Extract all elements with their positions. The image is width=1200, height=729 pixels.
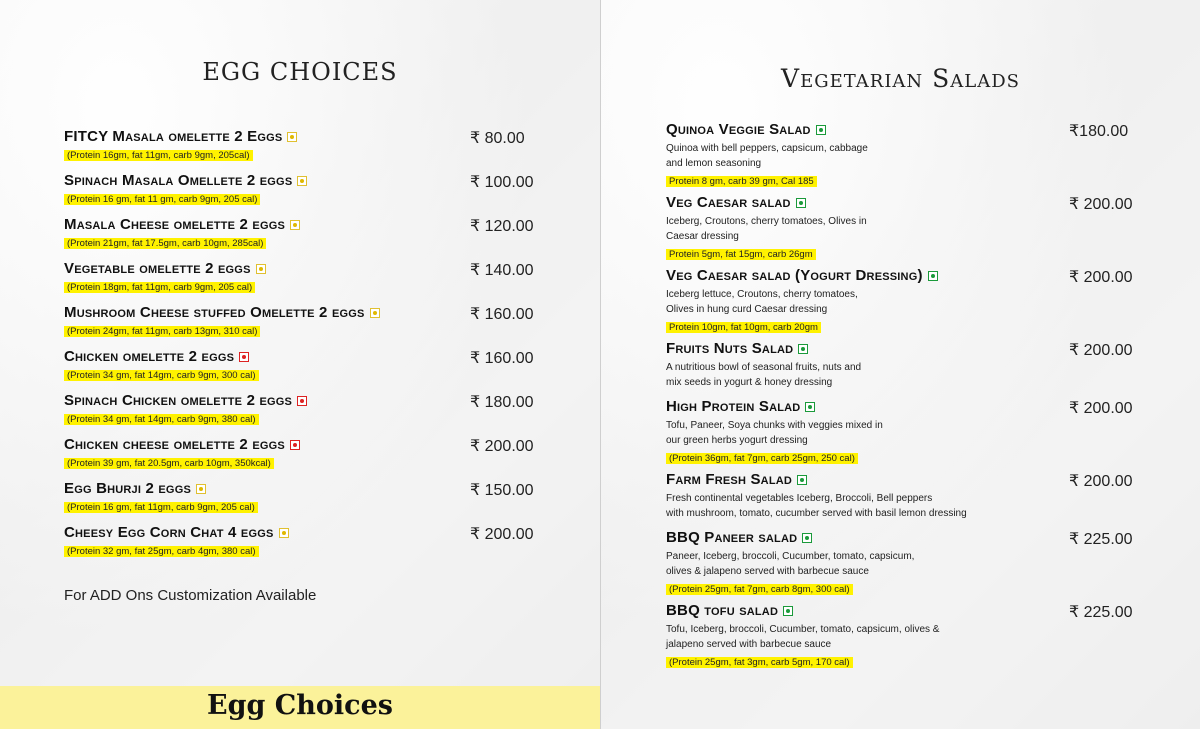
salad-description — [666, 360, 861, 390]
salad-description — [666, 287, 938, 317]
menu-item-name — [64, 260, 266, 277]
menu-item-name — [64, 304, 380, 321]
menu-item-name — [64, 348, 259, 365]
salad-item-name-text: Fruits Nuts Salad — [666, 340, 794, 357]
salad-description-line: and lemon seasoning — [666, 158, 762, 169]
menu-item — [64, 216, 300, 251]
veg-mark-icon — [802, 533, 812, 543]
egg-mark-icon — [370, 308, 380, 318]
menu-item-name-text: Chicken cheese omelette 2 eggs — [64, 436, 285, 453]
vegetarian-salads-page — [600, 0, 1200, 729]
nutrition-info: (Protein 18gm, fat 11gm, carb 9gm, 205 cal) — [64, 282, 255, 293]
nutrition-info: (Protein 25gm, fat 3gm, carb 5gm, 170 cal) — [666, 657, 853, 668]
menu-item-price: ₹ 150.00 — [470, 482, 534, 499]
nutrition-info: (Protein 32 gm, fat 25gm, carb 4gm, 380 cal) — [64, 546, 259, 557]
menu-item-price: ₹ 80.00 — [470, 130, 525, 147]
salad-item-name-text: BBQ tofu salad — [666, 602, 779, 619]
menu-item — [64, 392, 307, 427]
salad-item — [666, 121, 868, 189]
nutrition-info: Protein 8 gm, carb 39 gm, Cal 185 — [666, 176, 817, 187]
nutrition-info: (Protein 16 gm, fat 11 gm, carb 9gm, 205 cal) — [64, 194, 260, 205]
salad-item-name-text: Veg Caesar salad (Yogurt Dressing) — [666, 267, 923, 284]
salad-description-line: Tofu, Paneer, Soya chunks with veggies mixed in — [666, 420, 883, 431]
menu-item-price: ₹ 120.00 — [470, 218, 534, 235]
menu-item-name — [64, 216, 300, 233]
nutrition-info: (Protein 16 gm, fat 11gm, carb 9gm, 205 cal) — [64, 502, 258, 513]
menu-item-name — [64, 436, 300, 453]
menu-item-name-text: Spinach Masala Omellete 2 eggs — [64, 172, 293, 189]
nutrition-info: Protein 10gm, fat 10gm, carb 20gm — [666, 322, 821, 333]
menu-item-name-text: Chicken omelette 2 eggs — [64, 348, 235, 365]
nutrition-info: (Protein 25gm, fat 7gm, carb 8gm, 300 cal) — [666, 584, 853, 595]
salad-item-price: ₹180.00 — [1069, 123, 1129, 140]
salad-item-name — [666, 602, 939, 619]
egg-mark-icon — [279, 528, 289, 538]
salad-item — [666, 471, 967, 521]
egg-mark-icon — [196, 484, 206, 494]
salad-item — [666, 529, 914, 597]
menu-item-price: ₹ 200.00 — [470, 526, 534, 543]
egg-mark-icon — [290, 220, 300, 230]
addons-note: For ADD Ons Customization Available — [64, 587, 317, 604]
menu-item-name-text: Spinach Chicken omelette 2 eggs — [64, 392, 293, 409]
non-veg-mark-icon — [239, 352, 249, 362]
salad-item-name — [666, 267, 938, 284]
menu-item-price: ₹ 160.00 — [470, 350, 534, 367]
veg-mark-icon — [928, 271, 938, 281]
menu-item-name-text: Masala Cheese omelette 2 eggs — [64, 216, 285, 233]
nutrition-info: (Protein 34 gm, fat 14gm, carb 9gm, 300 cal) — [64, 370, 259, 381]
menu-item-price: ₹ 100.00 — [470, 174, 534, 191]
nutrition-info: (Protein 34 gm, fat 14gm, carb 9gm, 380 cal) — [64, 414, 259, 425]
salad-description-line: mix seeds in yogurt & honey dressing — [666, 377, 833, 388]
menu-item — [64, 436, 300, 471]
veg-mark-icon — [805, 402, 815, 412]
salad-item-price: ₹ 200.00 — [1069, 400, 1133, 417]
salad-item-name — [666, 398, 883, 415]
menu-item-name-text: Egg Bhurji 2 eggs — [64, 480, 191, 497]
salad-description — [666, 214, 867, 244]
menu-item-name — [64, 172, 307, 189]
salad-item-name-text: Quinoa Veggie Salad — [666, 121, 811, 138]
menu-item — [64, 128, 297, 163]
menu-item — [64, 304, 380, 339]
salad-item-price: ₹ 225.00 — [1069, 604, 1133, 621]
salad-item-price: ₹ 200.00 — [1069, 473, 1133, 490]
salad-item-name — [666, 121, 868, 138]
nutrition-info: (Protein 39 gm, fat 20.5gm, carb 10gm, 350kcal) — [64, 458, 274, 469]
salad-description-line: Quinoa with bell peppers, capsicum, cabbage — [666, 143, 868, 154]
salad-item-name-text: Farm Fresh Salad — [666, 471, 793, 488]
menu-item-name — [64, 128, 297, 145]
salad-item-price: ₹ 200.00 — [1069, 269, 1133, 286]
menu-item-price: ₹ 140.00 — [470, 262, 534, 279]
nutrition-info: (Protein 24gm, fat 11gm, carb 13gm, 310 cal) — [64, 326, 260, 337]
salad-description-line: our green herbs yogurt dressing — [666, 435, 808, 446]
menu-item-name-text: Cheesy Egg Corn Chat 4 eggs — [64, 524, 274, 541]
salad-description-line: Iceberg lettuce, Croutons, cherry tomatoes, — [666, 289, 858, 300]
salad-description-line: Caesar dressing — [666, 231, 739, 242]
salad-description — [666, 418, 883, 448]
veg-mark-icon — [816, 125, 826, 135]
salad-description — [666, 491, 967, 521]
salad-item — [666, 340, 861, 390]
menu-item-price: ₹ 160.00 — [470, 306, 534, 323]
menu-item-name — [64, 480, 258, 497]
salad-description — [666, 549, 914, 579]
salad-item-price: ₹ 200.00 — [1069, 342, 1133, 359]
menu-item — [64, 524, 289, 559]
salad-description — [666, 141, 868, 171]
non-veg-mark-icon — [290, 440, 300, 450]
salad-item-name — [666, 529, 914, 546]
salad-item — [666, 194, 867, 262]
veg-mark-icon — [796, 198, 806, 208]
salad-item-name-text: High Protein Salad — [666, 398, 801, 415]
menu-item-name — [64, 524, 289, 541]
menu-item-name-text: Mushroom Cheese stuffed Omelette 2 eggs — [64, 304, 365, 321]
salad-item-name-text: Veg Caesar salad — [666, 194, 791, 211]
vegetarian-salads-heading: Vegetarian Salads — [781, 64, 1020, 93]
egg-mark-icon — [297, 176, 307, 186]
salad-item-name — [666, 194, 867, 211]
salad-description — [666, 622, 939, 652]
salad-item — [666, 267, 938, 335]
non-veg-mark-icon — [297, 396, 307, 406]
salad-item-price: ₹ 200.00 — [1069, 196, 1133, 213]
salad-item-name-text: BBQ Paneer salad — [666, 529, 798, 546]
salad-description-line: olives & jalapeno served with barbecue sauce — [666, 566, 869, 577]
salad-description-line: Paneer, Iceberg, broccoli, Cucumber, tomato, capsicum, — [666, 551, 915, 562]
menu-item — [64, 172, 307, 207]
nutrition-info: (Protein 36gm, fat 7gm, carb 25gm, 250 cal) — [666, 453, 858, 464]
menu-item-name-text: FITCY Masala omelette 2 Eggs — [64, 128, 283, 145]
egg-choices-footer-banner: Egg Choices — [0, 686, 600, 729]
egg-mark-icon — [287, 132, 297, 142]
salad-description-line: Olives in hung curd Caesar dressing — [666, 304, 828, 315]
salad-description-line: A nutritious bowl of seasonal fruits, nuts and — [666, 362, 862, 373]
salad-description-line: Iceberg, Croutons, cherry tomatoes, Olives in — [666, 216, 867, 227]
nutrition-info: Protein 5gm, fat 15gm, carb 26gm — [666, 249, 816, 260]
salad-item-price: ₹ 225.00 — [1069, 531, 1133, 548]
salad-description-line: Fresh continental vegetables Iceberg, Broccoli, Bell peppers — [666, 493, 933, 504]
veg-mark-icon — [798, 344, 808, 354]
salad-description-line: jalapeno served with barbecue sauce — [666, 639, 832, 650]
menu-item-price: ₹ 200.00 — [470, 438, 534, 455]
menu-item — [64, 348, 259, 383]
nutrition-info: (Protein 16gm, fat 11gm, carb 9gm, 205cal) — [64, 150, 253, 161]
menu-item-name — [64, 392, 307, 409]
salad-description-line: with mushroom, tomato, cucumber served with basil lemon dressing — [666, 508, 967, 519]
egg-mark-icon — [256, 264, 266, 274]
salad-item-name — [666, 340, 861, 357]
salad-description-line: Tofu, Iceberg, broccoli, Cucumber, tomato, capsicum, olives & — [666, 624, 940, 635]
menu-item — [64, 260, 266, 295]
veg-mark-icon — [783, 606, 793, 616]
salad-item — [666, 602, 939, 670]
nutrition-info: (Protein 21gm, fat 17.5gm, carb 10gm, 285cal) — [64, 238, 266, 249]
menu-item-name-text: Vegetable omelette 2 eggs — [64, 260, 251, 277]
menu-item — [64, 480, 258, 515]
egg-choices-heading: EGG CHOICES — [202, 58, 398, 86]
salad-item-name — [666, 471, 967, 488]
veg-mark-icon — [797, 475, 807, 485]
menu-item-price: ₹ 180.00 — [470, 394, 534, 411]
salad-item — [666, 398, 883, 466]
